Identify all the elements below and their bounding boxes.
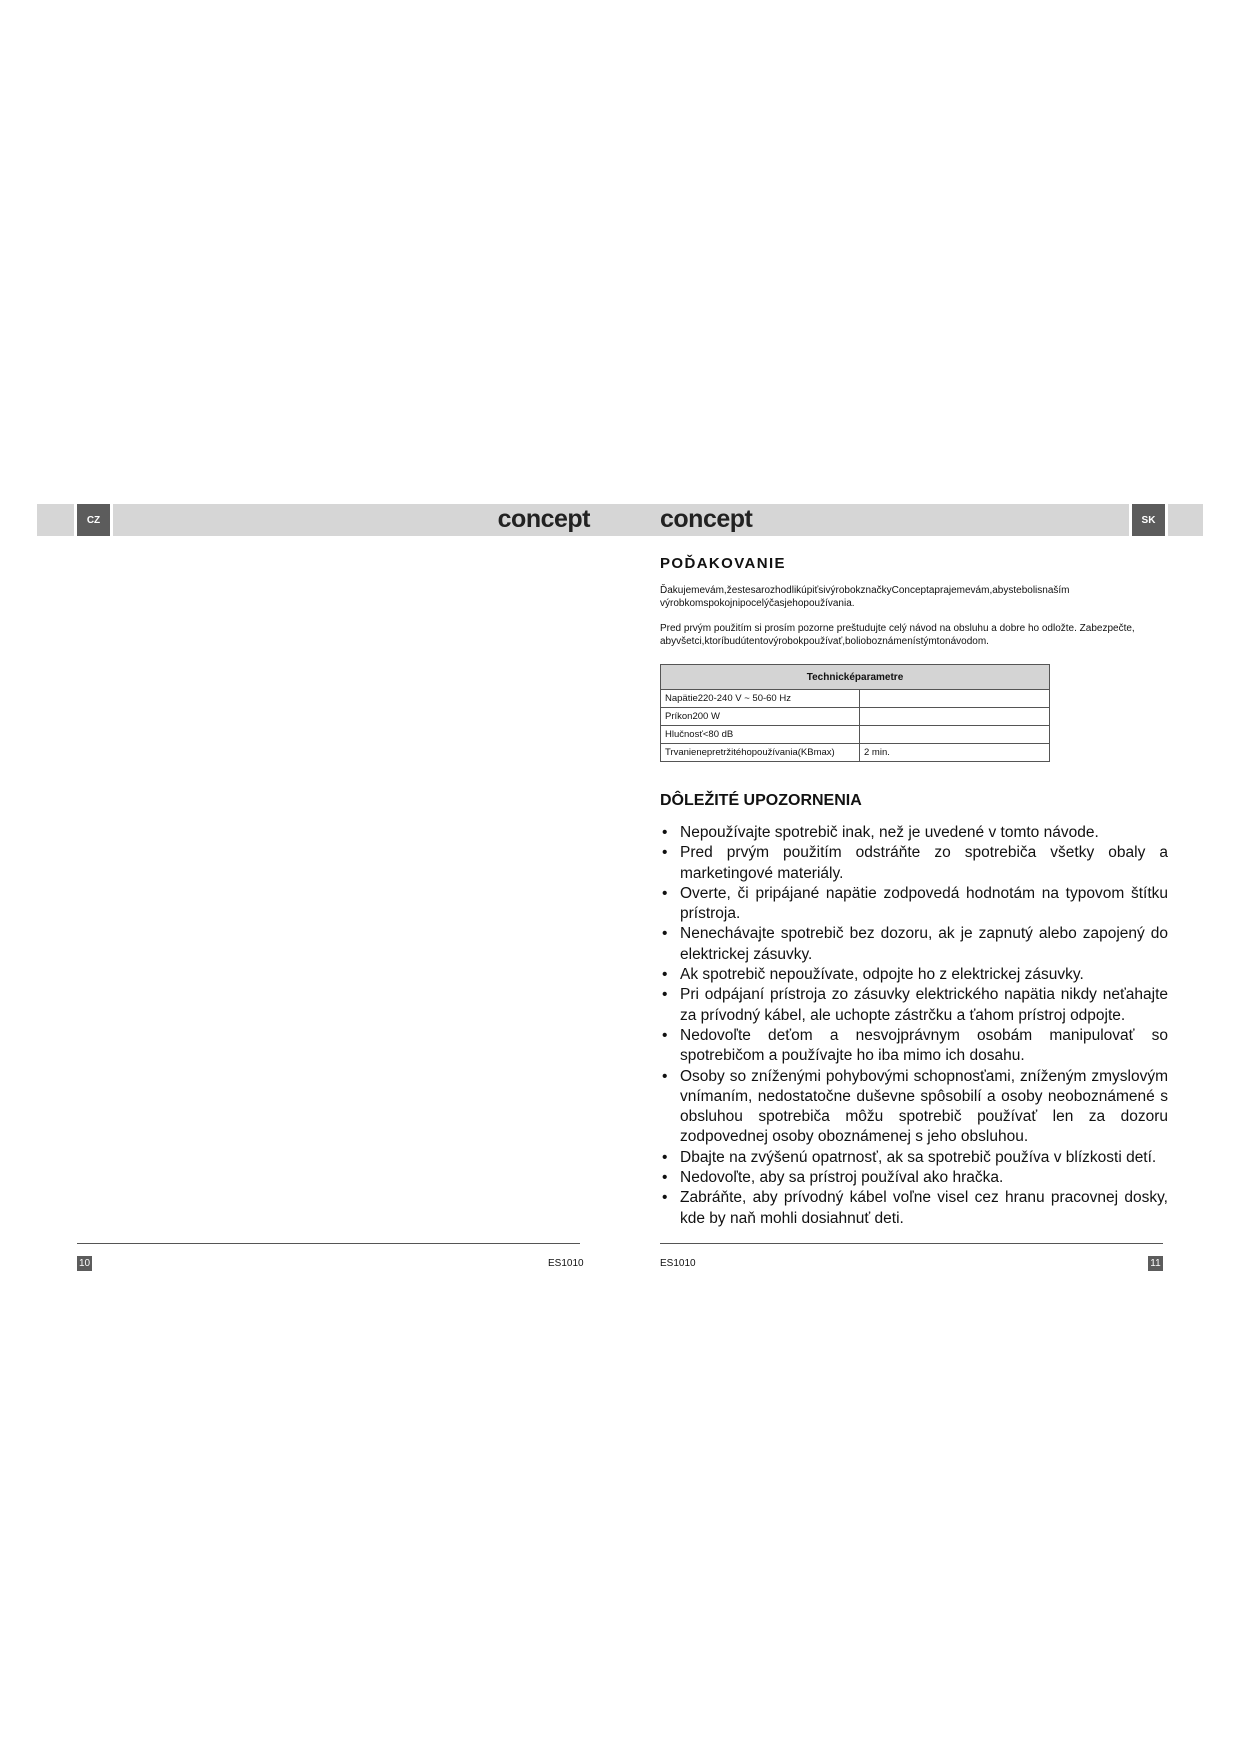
bullet-icon: • [662, 986, 668, 1004]
spec-value [860, 690, 1050, 708]
bullet-icon: • [662, 844, 668, 862]
list-item [660, 843, 1168, 884]
thanks-intro: Ďakujemevám,žestesarozhodlikúpiťsivýrobokznačkyConceptaprajemevám,abystebolisnaším výrobkomspokojnipocelýčasjehopoužívania. [660, 585, 1070, 609]
bullet-icon: • [662, 884, 668, 902]
warning-text: Ak spotrebič nepoužívate, odpojte ho z elektrickej zásuvky. [680, 966, 1084, 984]
spec-value [860, 726, 1050, 744]
warning-text: Dbajte na zvýšenú opatrnosť, ak sa spotrebič používa v blízkosti detí. [680, 1148, 1157, 1166]
thanks-title: POĎAKOVANIE [660, 555, 786, 572]
spec-label: Napätie220-240 V ~ 50-60 Hz [661, 690, 860, 708]
list-item [660, 965, 1168, 985]
bullet-icon: • [662, 925, 668, 943]
footer-divider-left [77, 1243, 580, 1244]
thanks-section [660, 555, 1170, 648]
specs-title: Technicképarametre [661, 665, 1050, 690]
specs-row [661, 744, 1050, 762]
thanks-instructions: Pred prvým použitím si prosím pozorne preštudujte celý návod na obsluhu a dobre ho odložte. Zabezpečte, abyvšetci,ktoríbudútentovýrobokpoužívať,bolioboznámenístýmtonávodom. [660, 623, 1135, 647]
list-item [660, 1067, 1168, 1148]
list-item [660, 1148, 1168, 1168]
bullet-icon: • [662, 1067, 668, 1085]
page-number-left: 10 [78, 1258, 91, 1269]
band-separator [110, 504, 113, 536]
list-item [660, 823, 1168, 843]
band-separator [1165, 504, 1168, 536]
language-badge-sk: SK [1132, 504, 1165, 536]
list-item [660, 884, 1168, 925]
bullet-icon: • [662, 1026, 668, 1044]
warning-text: Nepoužívajte spotrebič inak, než je uvedené v tomto návode. [680, 824, 1099, 841]
model-label-left: ES1010 [548, 1258, 584, 1269]
bullet-icon: • [662, 1169, 668, 1187]
bullet-icon: • [662, 1189, 668, 1207]
bullet-icon: • [662, 824, 668, 841]
page-number-right: 11 [1148, 1256, 1163, 1271]
bullet-icon: • [662, 1148, 668, 1166]
header-band [37, 504, 1203, 536]
warning-text: Zabráňte, aby prívodný kábel voľne visel cez hranu pracovnej dosky, kde by naň mohli dosiahnuť deti. [680, 1189, 1168, 1227]
warning-text: Nedovoľte deťom a nesvojprávnym osobám manipulovať so spotrebičom a používajte ho iba mimo ich dosahu. [680, 1026, 1168, 1065]
specs-table [660, 664, 1050, 762]
warnings-title: DÔLEŽITÉ UPOZORNENIA [660, 792, 862, 809]
warnings-list [660, 823, 1168, 1229]
footer-divider-right [660, 1243, 1163, 1244]
list-item [660, 1026, 1168, 1067]
spec-value: 2 min. [860, 744, 1050, 762]
specs-row [661, 726, 1050, 744]
warning-text: Pred prvým použitím odstráňte zo spotrebiča všetky obaly a marketingové materiály. [680, 844, 1168, 882]
spec-value [860, 708, 1050, 726]
warning-text: Pri odpájaní prístroja zo zásuvky elektrického napätia nikdy neťahajte za prívodný kábel, ale uchopte zástrčku a ťahom prístroj odpojte. [680, 986, 1168, 1024]
brand-logo-right: concept [660, 505, 753, 533]
list-item [660, 1168, 1168, 1188]
spec-label: Trvanienepretržitéhopoužívania(KBmax) [661, 744, 860, 762]
warning-text: Nedovoľte, aby sa prístroj používal ako hračka. [680, 1169, 1004, 1187]
specs-header-row [661, 665, 1050, 690]
language-badge-cz: CZ [77, 504, 110, 536]
spec-label: Príkon200 W [661, 708, 860, 726]
list-item [660, 924, 1168, 965]
warning-text: Overte, či pripájané napätie zodpovedá hodnotám na typovom štítku prístroja. [680, 884, 1168, 923]
model-label-right: ES1010 [660, 1258, 696, 1269]
specs-row [661, 690, 1050, 708]
brand-logo-left: concept [497, 505, 590, 533]
spec-label: Hlučnosť<80 dB [661, 726, 860, 744]
warning-text: Osoby so zníženými pohybovými schopnosťami, zníženým zmyslovým vnímaním, nedostatočne duševne spôsobilí a osoby neoboznámené s obsluhou spotrebiča môžu spotrebič používať len za dozoru zodpovednej osoby oboznámenej s jeho obsluhou. [680, 1067, 1168, 1146]
list-item [660, 1188, 1168, 1229]
bullet-icon: • [662, 966, 668, 984]
specs-row [661, 708, 1050, 726]
list-item [660, 985, 1168, 1026]
warning-text: Nenechávajte spotrebič bez dozoru, ak je zapnutý alebo zapojený do elektrickej zásuvky. [680, 925, 1168, 963]
